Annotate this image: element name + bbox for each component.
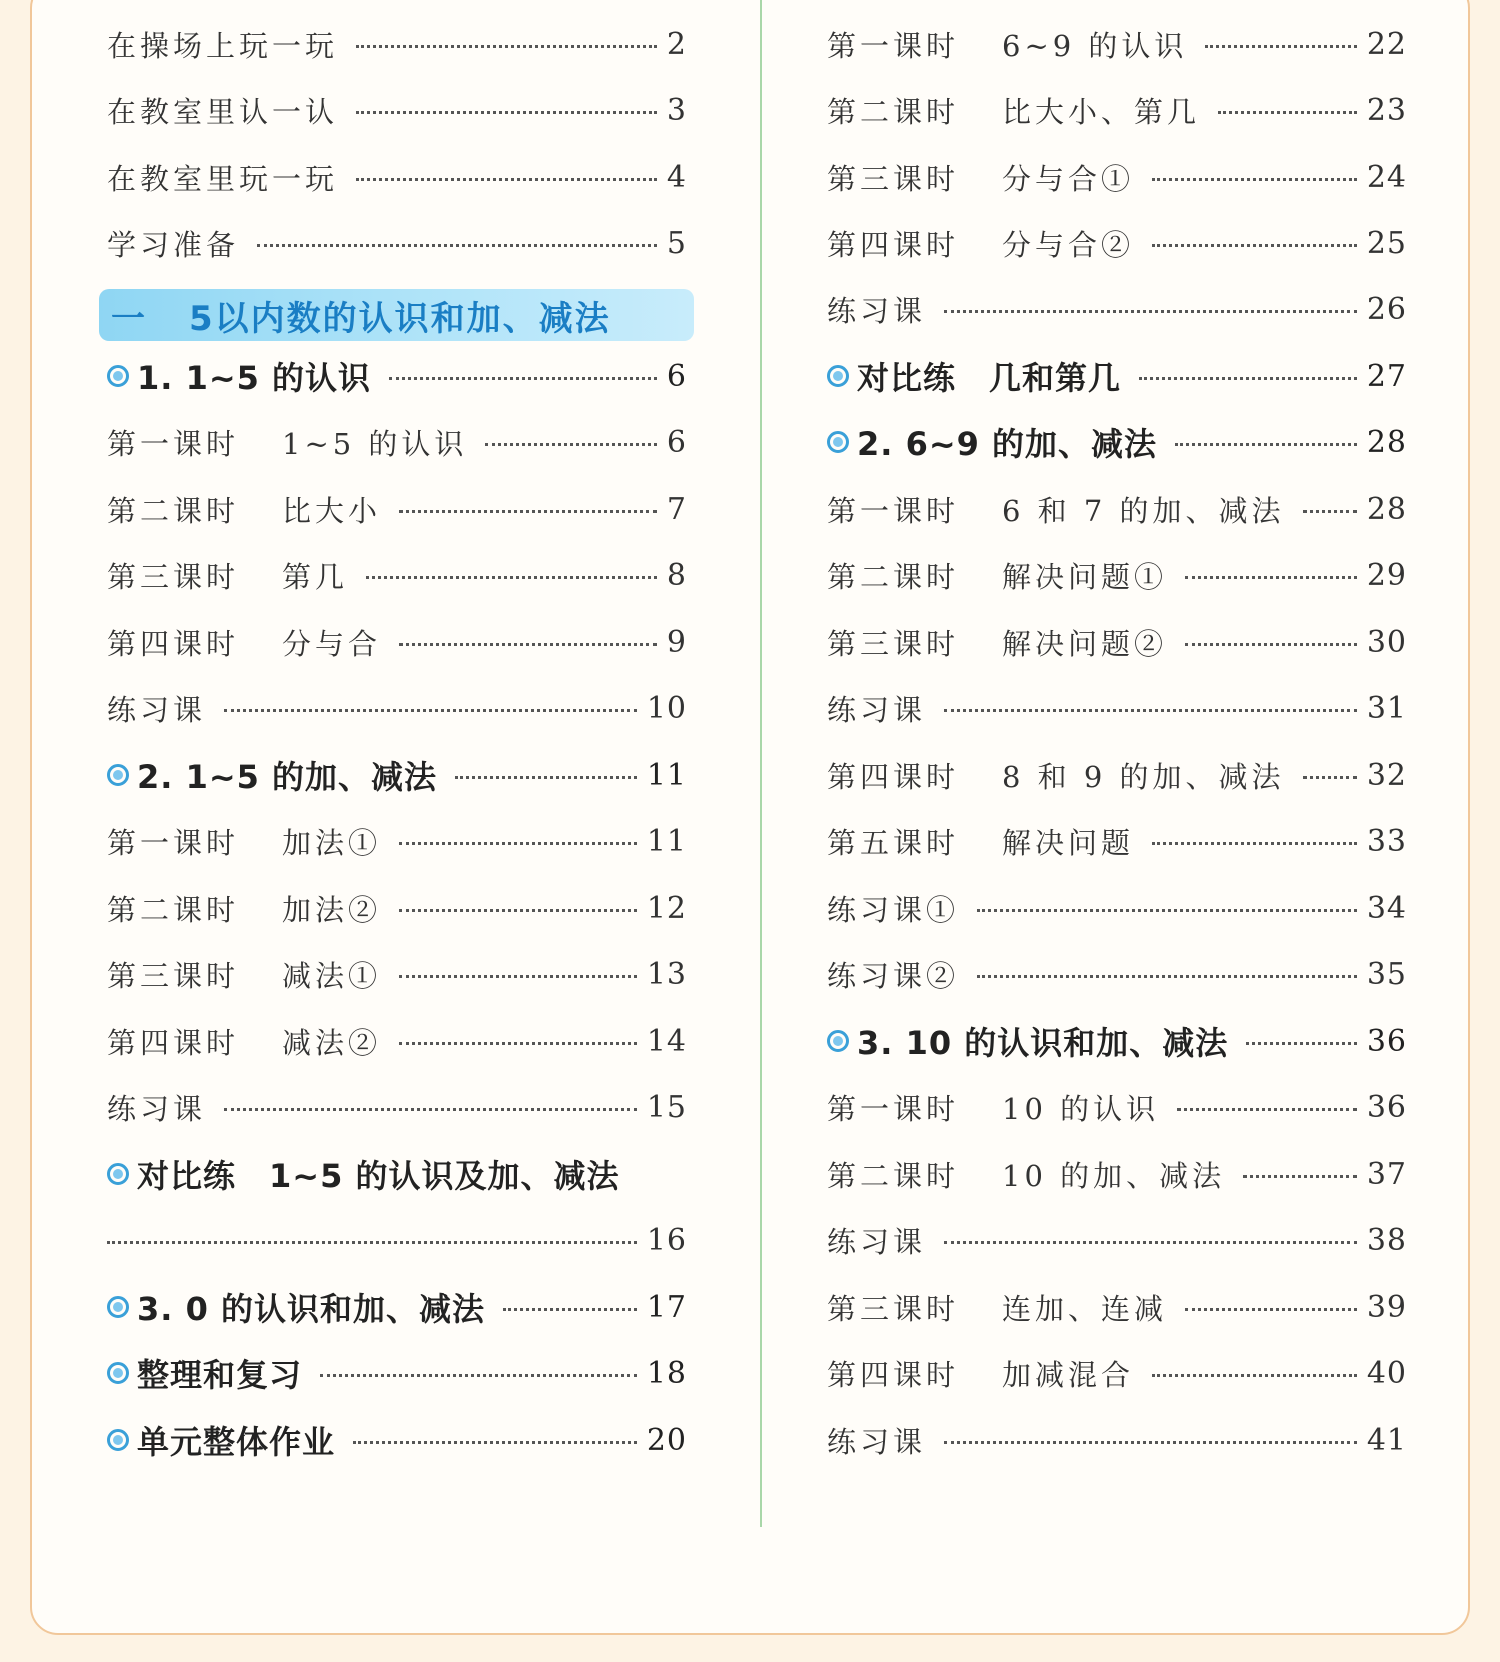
- dot-leader: [1185, 1308, 1357, 1311]
- page-number: 6: [666, 358, 687, 394]
- toc-entry[interactable]: [107, 1348, 687, 1398]
- toc-entry[interactable]: [827, 1149, 1407, 1199]
- toc-entry-label: [827, 1353, 1134, 1394]
- dot-leader: [1246, 1042, 1357, 1045]
- page-number: 26: [1366, 291, 1407, 327]
- page-number: 11: [646, 757, 687, 793]
- page-number: 17: [646, 1289, 687, 1325]
- dot-leader: [366, 576, 657, 579]
- lesson-topic: 10 的认识: [1002, 1091, 1160, 1126]
- toc-entry-label: [827, 954, 959, 995]
- dot-leader: [320, 1374, 637, 1377]
- toc-entry[interactable]: [107, 949, 687, 999]
- entry-title: 练习课: [827, 692, 927, 727]
- lesson-topic: 比大小: [282, 493, 382, 528]
- toc-entry[interactable]: [827, 351, 1407, 401]
- page-number: 2: [666, 26, 687, 62]
- lesson-topic: 10 的加、减法: [1002, 1158, 1226, 1193]
- toc-entry-label: [827, 821, 1134, 862]
- lesson-topic: 6 和 7 的加、减法: [1002, 493, 1285, 528]
- entry-title: 练习课②: [827, 958, 960, 993]
- toc-entry-label: [827, 688, 926, 729]
- dot-leader: [944, 709, 1357, 712]
- entry-title: 练习课: [107, 692, 207, 727]
- entry-title: 练习课: [827, 293, 927, 328]
- bullet-circle-icon: [107, 365, 129, 387]
- lesson-topic: 分与合①: [1002, 161, 1135, 196]
- toc-entry[interactable]: [107, 1016, 687, 1066]
- page-number: 12: [646, 890, 687, 926]
- page-number: 8: [666, 557, 687, 593]
- dot-leader: [1139, 377, 1357, 380]
- entry-title: 在操场上玩一玩: [107, 28, 339, 63]
- lesson-topic: 解决问题②: [1002, 626, 1168, 661]
- dot-leader: [224, 1108, 637, 1111]
- bullet-circle-icon: [827, 431, 849, 453]
- toc-entry[interactable]: [107, 85, 687, 135]
- lesson-number: 第二课时: [827, 559, 960, 594]
- lesson-topic: 8 和 9 的加、减法: [1002, 759, 1285, 794]
- lesson-number: 第四课时: [107, 1025, 240, 1060]
- toc-entry-label: [827, 755, 1285, 796]
- lesson-topic: 减法②: [282, 1025, 382, 1060]
- lesson-topic: 加减混合: [1002, 1357, 1135, 1392]
- bullet-circle-icon: [107, 1296, 129, 1318]
- dot-leader: [399, 510, 657, 513]
- toc-entry[interactable]: [107, 19, 687, 69]
- entry-title: 练习课: [107, 1091, 207, 1126]
- lesson-number: 第三课时: [107, 958, 240, 993]
- dot-leader: [399, 643, 657, 646]
- page-number: 18: [646, 1355, 687, 1391]
- lesson-topic: 6~9 的认识: [1002, 28, 1188, 63]
- toc-entry-label: [827, 1018, 1228, 1064]
- dot-leader: [503, 1308, 637, 1311]
- toc-entry-label: [107, 888, 381, 929]
- dot-leader: [356, 45, 657, 48]
- lesson-number: 第一课时: [827, 493, 960, 528]
- toc-entry[interactable]: [107, 683, 687, 733]
- dot-leader: [1185, 576, 1357, 579]
- page-number: 11: [646, 823, 687, 859]
- toc-entry[interactable]: [107, 750, 687, 800]
- lesson-number: 第四课时: [827, 759, 960, 794]
- lesson-topic: 分与合: [282, 626, 382, 661]
- page-number: 23: [1366, 92, 1407, 128]
- toc-entry[interactable]: [827, 617, 1407, 667]
- dot-leader: [107, 1241, 637, 1244]
- toc-entry[interactable]: [827, 1215, 1407, 1265]
- dot-leader: [1205, 45, 1356, 48]
- entry-title: 学习准备: [107, 227, 240, 262]
- toc-entry-label: [827, 1220, 926, 1261]
- dot-leader: [353, 1441, 637, 1444]
- toc-entry-label: [107, 954, 381, 995]
- toc-page: [30, 0, 1470, 1635]
- toc-entry[interactable]: [107, 218, 687, 268]
- page-number: 28: [1366, 491, 1407, 527]
- dot-leader: [257, 244, 657, 247]
- entry-title: 练习课①: [827, 892, 960, 927]
- toc-entry[interactable]: [827, 949, 1407, 999]
- dot-leader: [399, 1042, 637, 1045]
- toc-entry-label: [827, 888, 959, 929]
- lesson-number: 第一课时: [827, 1091, 960, 1126]
- toc-entry[interactable]: [827, 683, 1407, 733]
- entry-title: 在教室里玩一玩: [107, 161, 339, 196]
- toc-entry-label: [107, 90, 338, 131]
- page-number: 13: [646, 956, 687, 992]
- page-number: 31: [1366, 690, 1407, 726]
- dot-leader: [1152, 178, 1357, 181]
- toc-entry-label: [827, 622, 1167, 663]
- toc-entry[interactable]: [827, 1282, 1407, 1332]
- dot-leader: [944, 1241, 1357, 1244]
- toc-entry[interactable]: [107, 152, 687, 202]
- lesson-number: 第四课时: [827, 1357, 960, 1392]
- dot-leader: [1175, 443, 1357, 446]
- page-number: 32: [1366, 757, 1407, 793]
- page-number: 27: [1366, 358, 1407, 394]
- dot-leader: [944, 1441, 1357, 1444]
- section-title: 1. 1~5 的认识: [137, 359, 372, 397]
- toc-entry[interactable]: [107, 417, 687, 467]
- page-number: 14: [646, 1023, 687, 1059]
- lesson-number: 第五课时: [827, 825, 960, 860]
- lesson-number: 第三课时: [107, 559, 240, 594]
- lesson-number: 第三课时: [827, 626, 960, 661]
- toc-entry-label: [107, 1087, 206, 1128]
- bullet-circle-icon: [107, 1429, 129, 1451]
- toc-entry[interactable]: [827, 417, 1407, 467]
- dot-leader: [399, 842, 637, 845]
- lesson-number: 第二课时: [107, 892, 240, 927]
- toc-entry[interactable]: [107, 550, 687, 600]
- lesson-topic: 比大小、第几: [1002, 94, 1201, 129]
- dot-leader: [977, 975, 1357, 978]
- toc-entry[interactable]: [827, 85, 1407, 135]
- dot-leader: [1303, 510, 1357, 513]
- entry-title: 练习课: [827, 1424, 927, 1459]
- page-number: 29: [1366, 557, 1407, 593]
- page-number: 36: [1366, 1023, 1407, 1059]
- lesson-topic: 分与合②: [1002, 227, 1135, 262]
- page-number: 5: [666, 225, 687, 261]
- lesson-number: 第二课时: [827, 1158, 960, 1193]
- page-number: 33: [1366, 823, 1407, 859]
- page-number: 36: [1366, 1089, 1407, 1125]
- toc-entry-label: [827, 24, 1187, 65]
- bullet-circle-icon: [107, 1362, 129, 1384]
- lesson-number: 第三课时: [827, 1291, 960, 1326]
- toc-entry-label: [827, 419, 1157, 465]
- toc-entry-label: [107, 223, 239, 264]
- page-number: 16: [646, 1222, 687, 1258]
- toc-entry-label: [827, 489, 1285, 530]
- bullet-circle-icon: [827, 365, 849, 387]
- lesson-topic: 解决问题: [1002, 825, 1135, 860]
- toc-entry-label: [107, 1350, 302, 1396]
- page-number: 4: [666, 159, 687, 195]
- chapter-banner: [99, 289, 694, 341]
- dot-leader: [1152, 244, 1357, 247]
- lesson-topic: 解决问题①: [1002, 559, 1168, 594]
- chapter-number: 一: [111, 298, 147, 339]
- dot-leader: [944, 310, 1357, 313]
- lesson-number: 第四课时: [827, 227, 960, 262]
- lesson-number: 第一课时: [107, 426, 240, 461]
- toc-entry-label: [107, 1284, 485, 1330]
- toc-entry[interactable]: [827, 484, 1407, 534]
- dot-leader: [455, 776, 637, 779]
- dot-leader: [1243, 1175, 1357, 1178]
- toc-entry[interactable]: [107, 617, 687, 667]
- section-title: 整理和复习: [137, 1356, 303, 1394]
- toc-entry[interactable]: [827, 19, 1407, 69]
- column-divider: [760, 0, 762, 1527]
- toc-entry-label: [107, 24, 338, 65]
- lesson-number: 第三课时: [827, 161, 960, 196]
- page-number: 37: [1366, 1156, 1407, 1192]
- section-title: 3. 0 的认识和加、减法: [137, 1290, 485, 1328]
- lesson-number: 第一课时: [107, 825, 240, 860]
- toc-entry[interactable]: [827, 1016, 1407, 1066]
- page-number: 6: [666, 424, 687, 460]
- page-number: 22: [1366, 26, 1407, 62]
- toc-entry[interactable]: [827, 284, 1407, 334]
- page-number: 41: [1366, 1422, 1407, 1458]
- dot-leader: [1218, 111, 1357, 114]
- page-number: 38: [1366, 1222, 1407, 1258]
- toc-entry[interactable]: [107, 1082, 687, 1132]
- dot-leader: [1177, 1108, 1357, 1111]
- dot-leader: [1303, 776, 1357, 779]
- page-number: 10: [646, 690, 687, 726]
- toc-entry-label: [827, 555, 1167, 596]
- lesson-topic: 第几: [282, 559, 349, 594]
- toc-entry[interactable]: [827, 550, 1407, 600]
- toc-entry[interactable]: [107, 351, 687, 401]
- toc-entry-label: [107, 821, 381, 862]
- lesson-topic: 加法①: [282, 825, 382, 860]
- lesson-number: 第二课时: [107, 493, 240, 528]
- page-number: 20: [646, 1422, 687, 1458]
- page-number: 25: [1366, 225, 1407, 261]
- page-number: 3: [666, 92, 687, 128]
- dot-leader: [1185, 643, 1357, 646]
- section-title: 2. 6~9 的加、减法: [857, 425, 1158, 463]
- toc-entry-label: [827, 353, 1121, 399]
- dot-leader: [224, 709, 637, 712]
- toc-entry-label: [107, 1417, 335, 1463]
- page-number: 35: [1366, 956, 1407, 992]
- dot-leader: [977, 909, 1357, 912]
- lesson-topic: 加法②: [282, 892, 382, 927]
- page-number: 9: [666, 624, 687, 660]
- toc-entry-label: [107, 622, 381, 663]
- toc-entry-label: [827, 1087, 1159, 1128]
- toc-entry-label: [827, 223, 1134, 264]
- toc-entry[interactable]: [107, 1282, 687, 1332]
- dot-leader: [485, 443, 656, 446]
- toc-entry[interactable]: [827, 816, 1407, 866]
- bullet-circle-icon: [107, 764, 129, 786]
- page-number: 24: [1366, 159, 1407, 195]
- toc-entry-label: [107, 489, 381, 530]
- toc-entry[interactable]: [107, 1415, 687, 1465]
- dot-leader: [399, 975, 637, 978]
- chapter-title: 5以内数的认识和加、减法: [189, 298, 611, 339]
- page-number: 39: [1366, 1289, 1407, 1325]
- bullet-circle-icon: [107, 1163, 129, 1185]
- toc-entry[interactable]: [827, 1415, 1407, 1465]
- dot-leader: [356, 178, 657, 181]
- toc-entry[interactable]: [107, 1149, 687, 1199]
- toc-entry-label: [107, 422, 467, 463]
- toc-entry-label: [107, 353, 371, 399]
- dot-leader: [1152, 1374, 1357, 1377]
- toc-entry[interactable]: [107, 883, 687, 933]
- lesson-topic: 1~5 的认识: [282, 426, 468, 461]
- toc-entry-label: [827, 289, 926, 330]
- lesson-topic: 减法①: [282, 958, 382, 993]
- toc-entry-label: [107, 752, 437, 798]
- page-number: 28: [1366, 424, 1407, 460]
- toc-entry[interactable]: [107, 1215, 687, 1265]
- toc-entry-label: [827, 1154, 1225, 1195]
- entry-title: 在教室里认一认: [107, 94, 339, 129]
- toc-entry-label: [107, 555, 348, 596]
- toc-entry-label: [827, 1420, 926, 1461]
- toc-entry[interactable]: [107, 484, 687, 534]
- toc-entry[interactable]: [827, 152, 1407, 202]
- dot-leader: [1152, 842, 1357, 845]
- dot-leader: [356, 111, 657, 114]
- toc-entry-label: [827, 1287, 1167, 1328]
- toc-entry-label: [107, 688, 206, 729]
- bullet-circle-icon: [827, 1030, 849, 1052]
- toc-entry-label: [107, 157, 338, 198]
- toc-entry[interactable]: [827, 218, 1407, 268]
- entry-title: 练习课: [827, 1224, 927, 1259]
- toc-entry-label: [827, 90, 1200, 131]
- toc-entry-label: [107, 1021, 381, 1062]
- lesson-number: 第四课时: [107, 626, 240, 661]
- dot-leader: [389, 377, 657, 380]
- toc-entry[interactable]: [827, 1082, 1407, 1132]
- section-title: 单元整体作业: [137, 1423, 336, 1461]
- section-title: 2. 1~5 的加、减法: [137, 758, 438, 796]
- lesson-topic: 连加、连减: [1002, 1291, 1168, 1326]
- page-number: 15: [646, 1089, 687, 1125]
- toc-entry[interactable]: [827, 750, 1407, 800]
- page-number: 30: [1366, 624, 1407, 660]
- toc-entry-label: [827, 157, 1134, 198]
- page-number: 40: [1366, 1355, 1407, 1391]
- section-title: 对比练 几和第几: [857, 359, 1122, 397]
- toc-entry-label: [107, 1151, 620, 1197]
- toc-entry[interactable]: [107, 816, 687, 866]
- toc-entry[interactable]: [827, 883, 1407, 933]
- page-number: 34: [1366, 890, 1407, 926]
- lesson-number: 第二课时: [827, 94, 960, 129]
- dot-leader: [399, 909, 637, 912]
- section-title: 对比练 1~5 的认识及加、减法: [137, 1157, 620, 1195]
- lesson-number: 第一课时: [827, 28, 960, 63]
- page-number: 7: [666, 491, 687, 527]
- section-title: 3. 10 的认识和加、减法: [857, 1024, 1229, 1062]
- toc-entry[interactable]: [827, 1348, 1407, 1398]
